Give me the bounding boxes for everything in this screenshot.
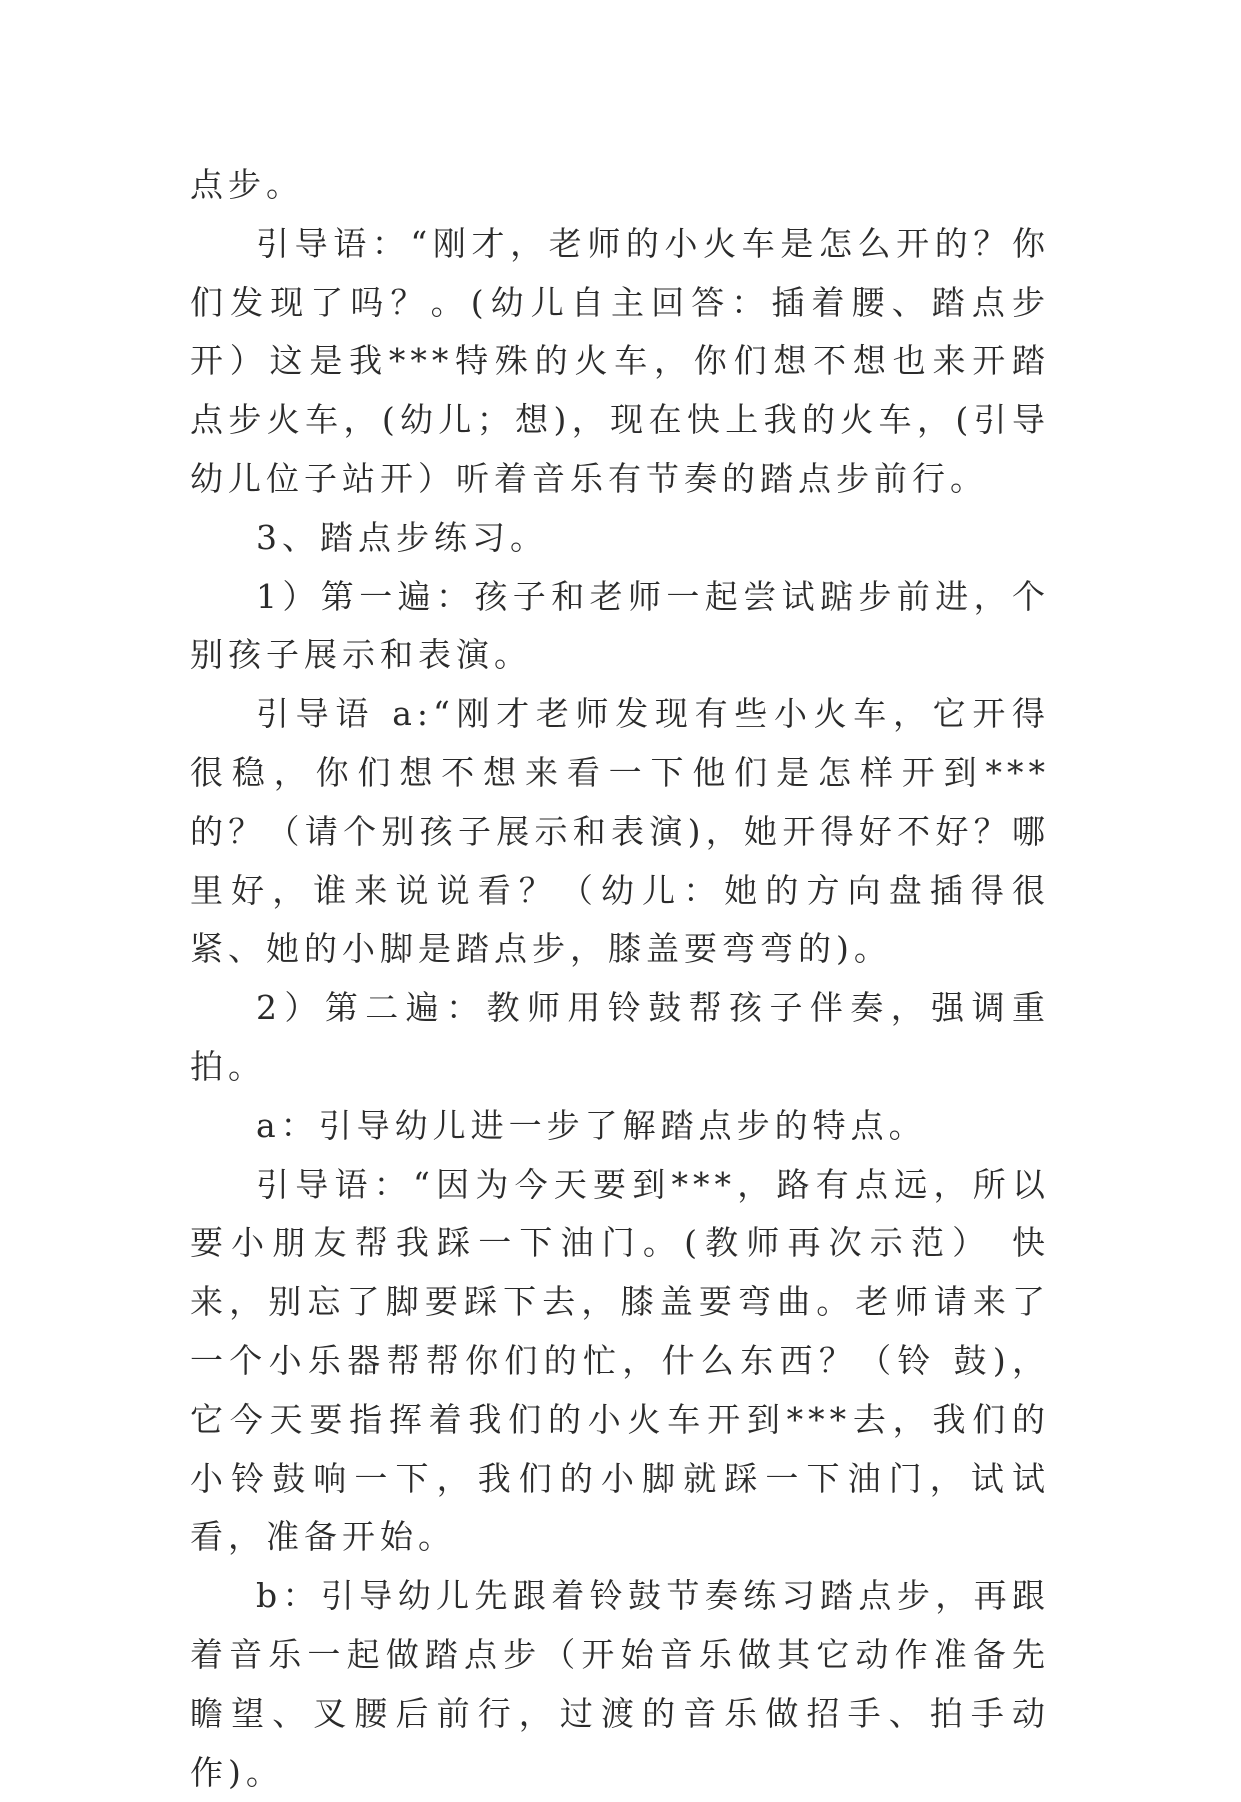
paragraph-first-round: 1）第一遍：孩子和老师一起尝试踮步前进，个别孩子展示和表演。 [190, 576, 1050, 675]
document-body [190, 156, 1050, 1802]
paragraph-guide-speech-1: 引导语：“刚才，老师的小火车是怎么开的？你们发现了吗？。(幼儿自主回答：插着腰、踏点步开）这是我***特殊的火车，你们想不想也来开踏点步火车，(幼儿；想)，现在快上我的火车，(引导幼儿位子站开）听着音乐有节奏的踏点步前行。 [190, 223, 1050, 498]
paragraph-section-heading: 3、踏点步练习。 [256, 517, 548, 557]
paragraph-continuation: 点步。 [190, 165, 304, 204]
paragraph-step-b: b：引导幼儿先跟着铃鼓节奏练习踏点步，再跟着音乐一起做踏点步（开始音乐做其它动作准备先瞻望、叉腰后前行，过渡的音乐做招手、拍手动作)。 [190, 1576, 1050, 1792]
paragraph-guide-speech-a: 引导语 a:“刚才老师发现有些小火车，它开得很稳，你们想不想来看一下他们是怎样开到***的？（请个别孩子展示和表演)，她开得好不好？哪里好，谁来说说看？（幼儿：她的方向盘插得很紧、她的小脚是踏点步，膝盖要弯弯的)。 [190, 694, 1050, 969]
paragraph-second-round: 2）第二遍：教师用铃鼓帮孩子伴奏，强调重拍。 [190, 988, 1050, 1086]
paragraph-step-a: a：引导幼儿进一步了解踏点步的特点。 [256, 1105, 927, 1145]
paragraph-guide-speech-2: 引导语：“因为今天要到***，路有点远，所以要小朋友帮我踩一下油门。(教师再次示范） 快来，别忘了脚要踩下去，膝盖要弯曲。老师请来了一个小乐器帮帮你们的忙，什么东西？（铃 鼓)，它今天要指挥着我们的小火车开到***去，我们的小铃鼓响一下，我们的小脚就踩一下油门，试试看，准备开始。 [190, 1164, 1050, 1557]
